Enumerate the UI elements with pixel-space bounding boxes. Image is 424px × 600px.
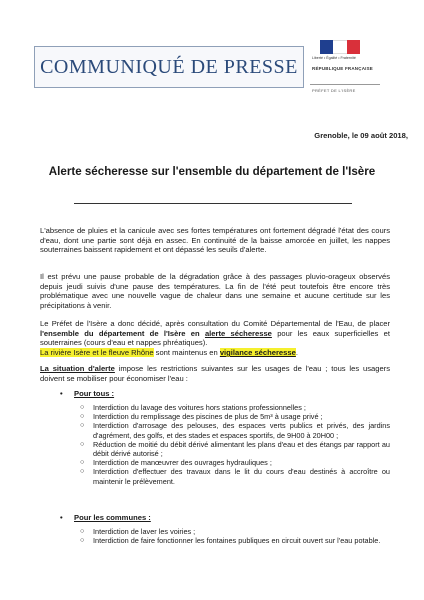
prefecture-logo (306, 36, 382, 102)
p4-text-b: sont maintenus en (153, 348, 220, 357)
press-release-banner (34, 46, 304, 88)
logo-prefet: PRÉFET DE L'ISÈRE (312, 88, 356, 93)
headline-rule (74, 203, 352, 204)
section-title: Pour tous : (74, 389, 115, 398)
paragraph-3 (40, 319, 390, 348)
p4-vigilance: vigilance sécheresse (219, 348, 296, 357)
section-title: Pour les communes : (74, 513, 151, 522)
marianne-flag-icon (320, 40, 360, 54)
paragraph-4 (40, 348, 390, 358)
p5-text-b: impose les restrictions suivantes sur les usages de l'eau ; tous les usagers doivent se mobiliser pour économiser l'eau : (40, 364, 391, 383)
section-pour-les-communes (60, 513, 151, 522)
circle-bullet-icon: ○ (80, 440, 85, 448)
p3-text-b: l'ensemble du département de l'Isère en (40, 328, 205, 338)
p4-text-d: . (295, 348, 298, 357)
p5-situation: La situation d'alerte (40, 364, 115, 373)
logo-divider (310, 84, 380, 85)
paragraph-2: Il est prévu une pause probable de la dégradation grâce à des passages pluvio-orageux observés depuis jeudi suivis d'une pause des températures. La fin de l'été peut toutefois être encore très problématique avec une nouvelle vague de chaleur dans une semaine et aucune certitude sur les précipitations à venir. (40, 272, 390, 310)
list-item: ○ Interdiction du remplissage des piscines de plus de 5m³ à usage privé ; (80, 412, 323, 422)
logo-motto: Liberté • Égalité • Fraternité (312, 56, 356, 60)
release-date: Grenoble, le 09 août 2018, (314, 131, 408, 140)
list-item: ○ Interdiction du lavage des voitures hors stations professionnelles ; (80, 403, 306, 412)
logo-republic: RÉPUBLIQUE FRANÇAISE (312, 66, 374, 71)
circle-bullet-icon: ○ (80, 422, 85, 430)
headline: Alerte sécheresse sur l'ensemble du département de l'Isère (48, 165, 376, 178)
p3-text-d: pour les eaux superficielles et souterraines (cours d'eau et nappes phréatiques). (40, 328, 390, 347)
banner-title: COMMUNIQUÉ DE PRESSE (40, 55, 298, 78)
circle-bullet-icon: ○ (80, 468, 85, 476)
list-pour-tous (80, 403, 390, 486)
paragraph-5 (40, 364, 390, 383)
list-pour-les-communes (80, 527, 390, 545)
p4-rivers: La rivière Isère et le fleuve Rhône (40, 348, 154, 357)
p3-text-a: Le Préfet de l'Isère a donc décidé, après consultation du Comité Départemental de l'Eau, de placer (40, 319, 390, 328)
list-item: ○ Interdiction de manœuvrer des ouvrages hydrauliques ; (80, 458, 272, 468)
circle-bullet-icon: ○ (80, 404, 85, 411)
list-item: ○ Interdiction de laver les voiries ; (80, 527, 196, 536)
list-item: ○ Interdiction d'arrosage des pelouses, des espaces verts publics et privés, des jardins d'agrément, des golfs, et des stades et espaces sportifs, de 9H00 à 20H00 ; (80, 421, 390, 440)
bullet-icon: • (60, 513, 63, 522)
circle-bullet-icon: ○ (80, 528, 85, 535)
section-pour-tous (60, 389, 114, 398)
list-item: ○ Interdiction d'effectuer des travaux dans le lit du cours d'eau destinés à accroître ou maintenir le prélèvement. (80, 467, 390, 486)
circle-bullet-icon: ○ (80, 537, 85, 545)
list-item: ○ Réduction de moitié du débit dérivé alimentant les plans d'eau et des étangs par rapport au débit dérivé autorisé ; (80, 439, 390, 459)
p3-alert: alerte sécheresse (204, 328, 272, 338)
bullet-icon: • (60, 389, 63, 398)
paragraph-1: L'absence de pluies et la canicule avec ses fortes températures ont fortement dégradé l'état des cours d'eau, dont une partie sont déjà en assec. En continuité de la baisse amorcée en juillet, les nappes souterraines baissent rapidement et ont dépassé les seuils d'alerte. (40, 226, 390, 254)
circle-bullet-icon: ○ (80, 413, 85, 421)
circle-bullet-icon: ○ (80, 459, 85, 467)
list-item: ○ Interdiction de faire fonctionner les fontaines publiques en circuit ouvert sur l'eau potable. (80, 536, 381, 546)
